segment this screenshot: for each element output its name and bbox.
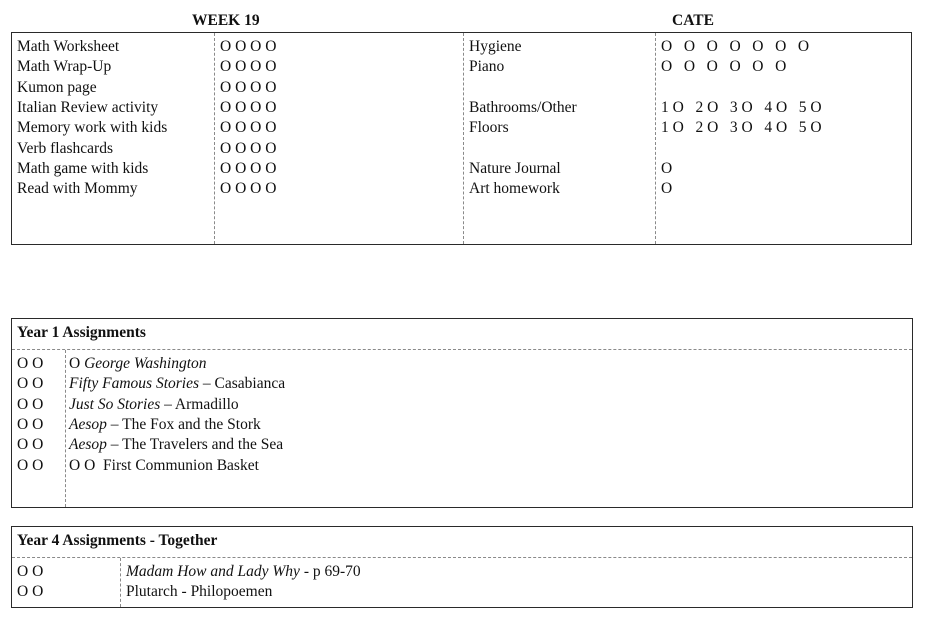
cate-label: Nature Journal xyxy=(469,160,561,177)
task-label: Math game with kids xyxy=(17,160,149,177)
task-label: Verb flashcards xyxy=(17,140,113,157)
assignment-item: Aesop – The Travelers and the Sea xyxy=(69,436,284,453)
column-divider xyxy=(120,558,121,607)
weekly-checklist-box xyxy=(11,32,912,245)
task-label: Math Wrap-Up xyxy=(17,58,112,75)
cate-label: Hygiene xyxy=(469,38,522,55)
task-checkboxes[interactable]: O O O O xyxy=(220,99,277,116)
cate-label: Piano xyxy=(469,58,505,75)
section-divider xyxy=(12,349,912,350)
cate-checkboxes[interactable]: O O O O O O xyxy=(661,58,787,75)
task-checkboxes[interactable]: O O O O xyxy=(220,180,277,197)
column-divider xyxy=(655,33,656,244)
column-divider xyxy=(65,350,66,507)
year1-assignments-box xyxy=(11,318,913,508)
assignment-item: Fifty Famous Stories – Casabianca xyxy=(69,375,286,392)
column-divider xyxy=(463,33,464,244)
assignment-checkboxes[interactable]: O O xyxy=(17,457,44,474)
assignment-checkboxes[interactable]: O O xyxy=(17,583,44,600)
year4-assignments-box xyxy=(11,526,913,608)
assignment-item: Plutarch - Philopoemen xyxy=(126,583,273,600)
column-divider xyxy=(214,33,215,244)
task-checkboxes[interactable]: O O O O xyxy=(220,38,277,55)
cate-label: Art homework xyxy=(469,180,560,197)
assignment-item: O George Washington xyxy=(69,355,207,372)
cate-header: CATE xyxy=(672,12,714,29)
task-checkboxes[interactable]: O O O O xyxy=(220,58,277,75)
assignment-checkboxes[interactable]: O O xyxy=(17,436,44,453)
task-label: Read with Mommy xyxy=(17,180,138,197)
task-label: Kumon page xyxy=(17,79,97,96)
assignment-checkboxes[interactable]: O O xyxy=(17,396,44,413)
assignment-checkboxes[interactable]: O O xyxy=(17,375,44,392)
task-checkboxes[interactable]: O O O O xyxy=(220,140,277,157)
section-title: Year 4 Assignments - Together xyxy=(17,532,218,549)
assignment-item: Aesop – The Fox and the Stork xyxy=(69,416,261,433)
assignment-item: Madam How and Lady Why - p 69-70 xyxy=(126,563,361,580)
cate-label: Floors xyxy=(469,119,509,136)
task-label: Memory work with kids xyxy=(17,119,168,136)
task-checkboxes[interactable]: O O O O xyxy=(220,79,277,96)
cate-checkboxes[interactable]: O O O O O O O xyxy=(661,38,810,55)
cate-checkboxes[interactable]: O xyxy=(661,180,673,197)
week-header: WEEK 19 xyxy=(192,12,260,29)
assignment-checkboxes[interactable]: O O xyxy=(17,563,44,580)
cate-checkboxes[interactable]: 1 O 2 O 3 O 4 O 5 O xyxy=(661,119,822,136)
task-label: Math Worksheet xyxy=(17,38,120,55)
assignment-item: Just So Stories – Armadillo xyxy=(69,396,239,413)
cate-label: Bathrooms/Other xyxy=(469,99,577,116)
task-label: Italian Review activity xyxy=(17,99,159,116)
cate-checkboxes[interactable]: O xyxy=(661,160,673,177)
task-checkboxes[interactable]: O O O O xyxy=(220,160,277,177)
task-checkboxes[interactable]: O O O O xyxy=(220,119,277,136)
assignment-item: O O First Communion Basket xyxy=(69,457,259,474)
section-divider xyxy=(12,557,912,558)
assignment-checkboxes[interactable]: O O xyxy=(17,355,44,372)
assignment-checkboxes[interactable]: O O xyxy=(17,416,44,433)
cate-checkboxes[interactable]: 1 O 2 O 3 O 4 O 5 O xyxy=(661,99,822,116)
section-title: Year 1 Assignments xyxy=(17,324,146,341)
